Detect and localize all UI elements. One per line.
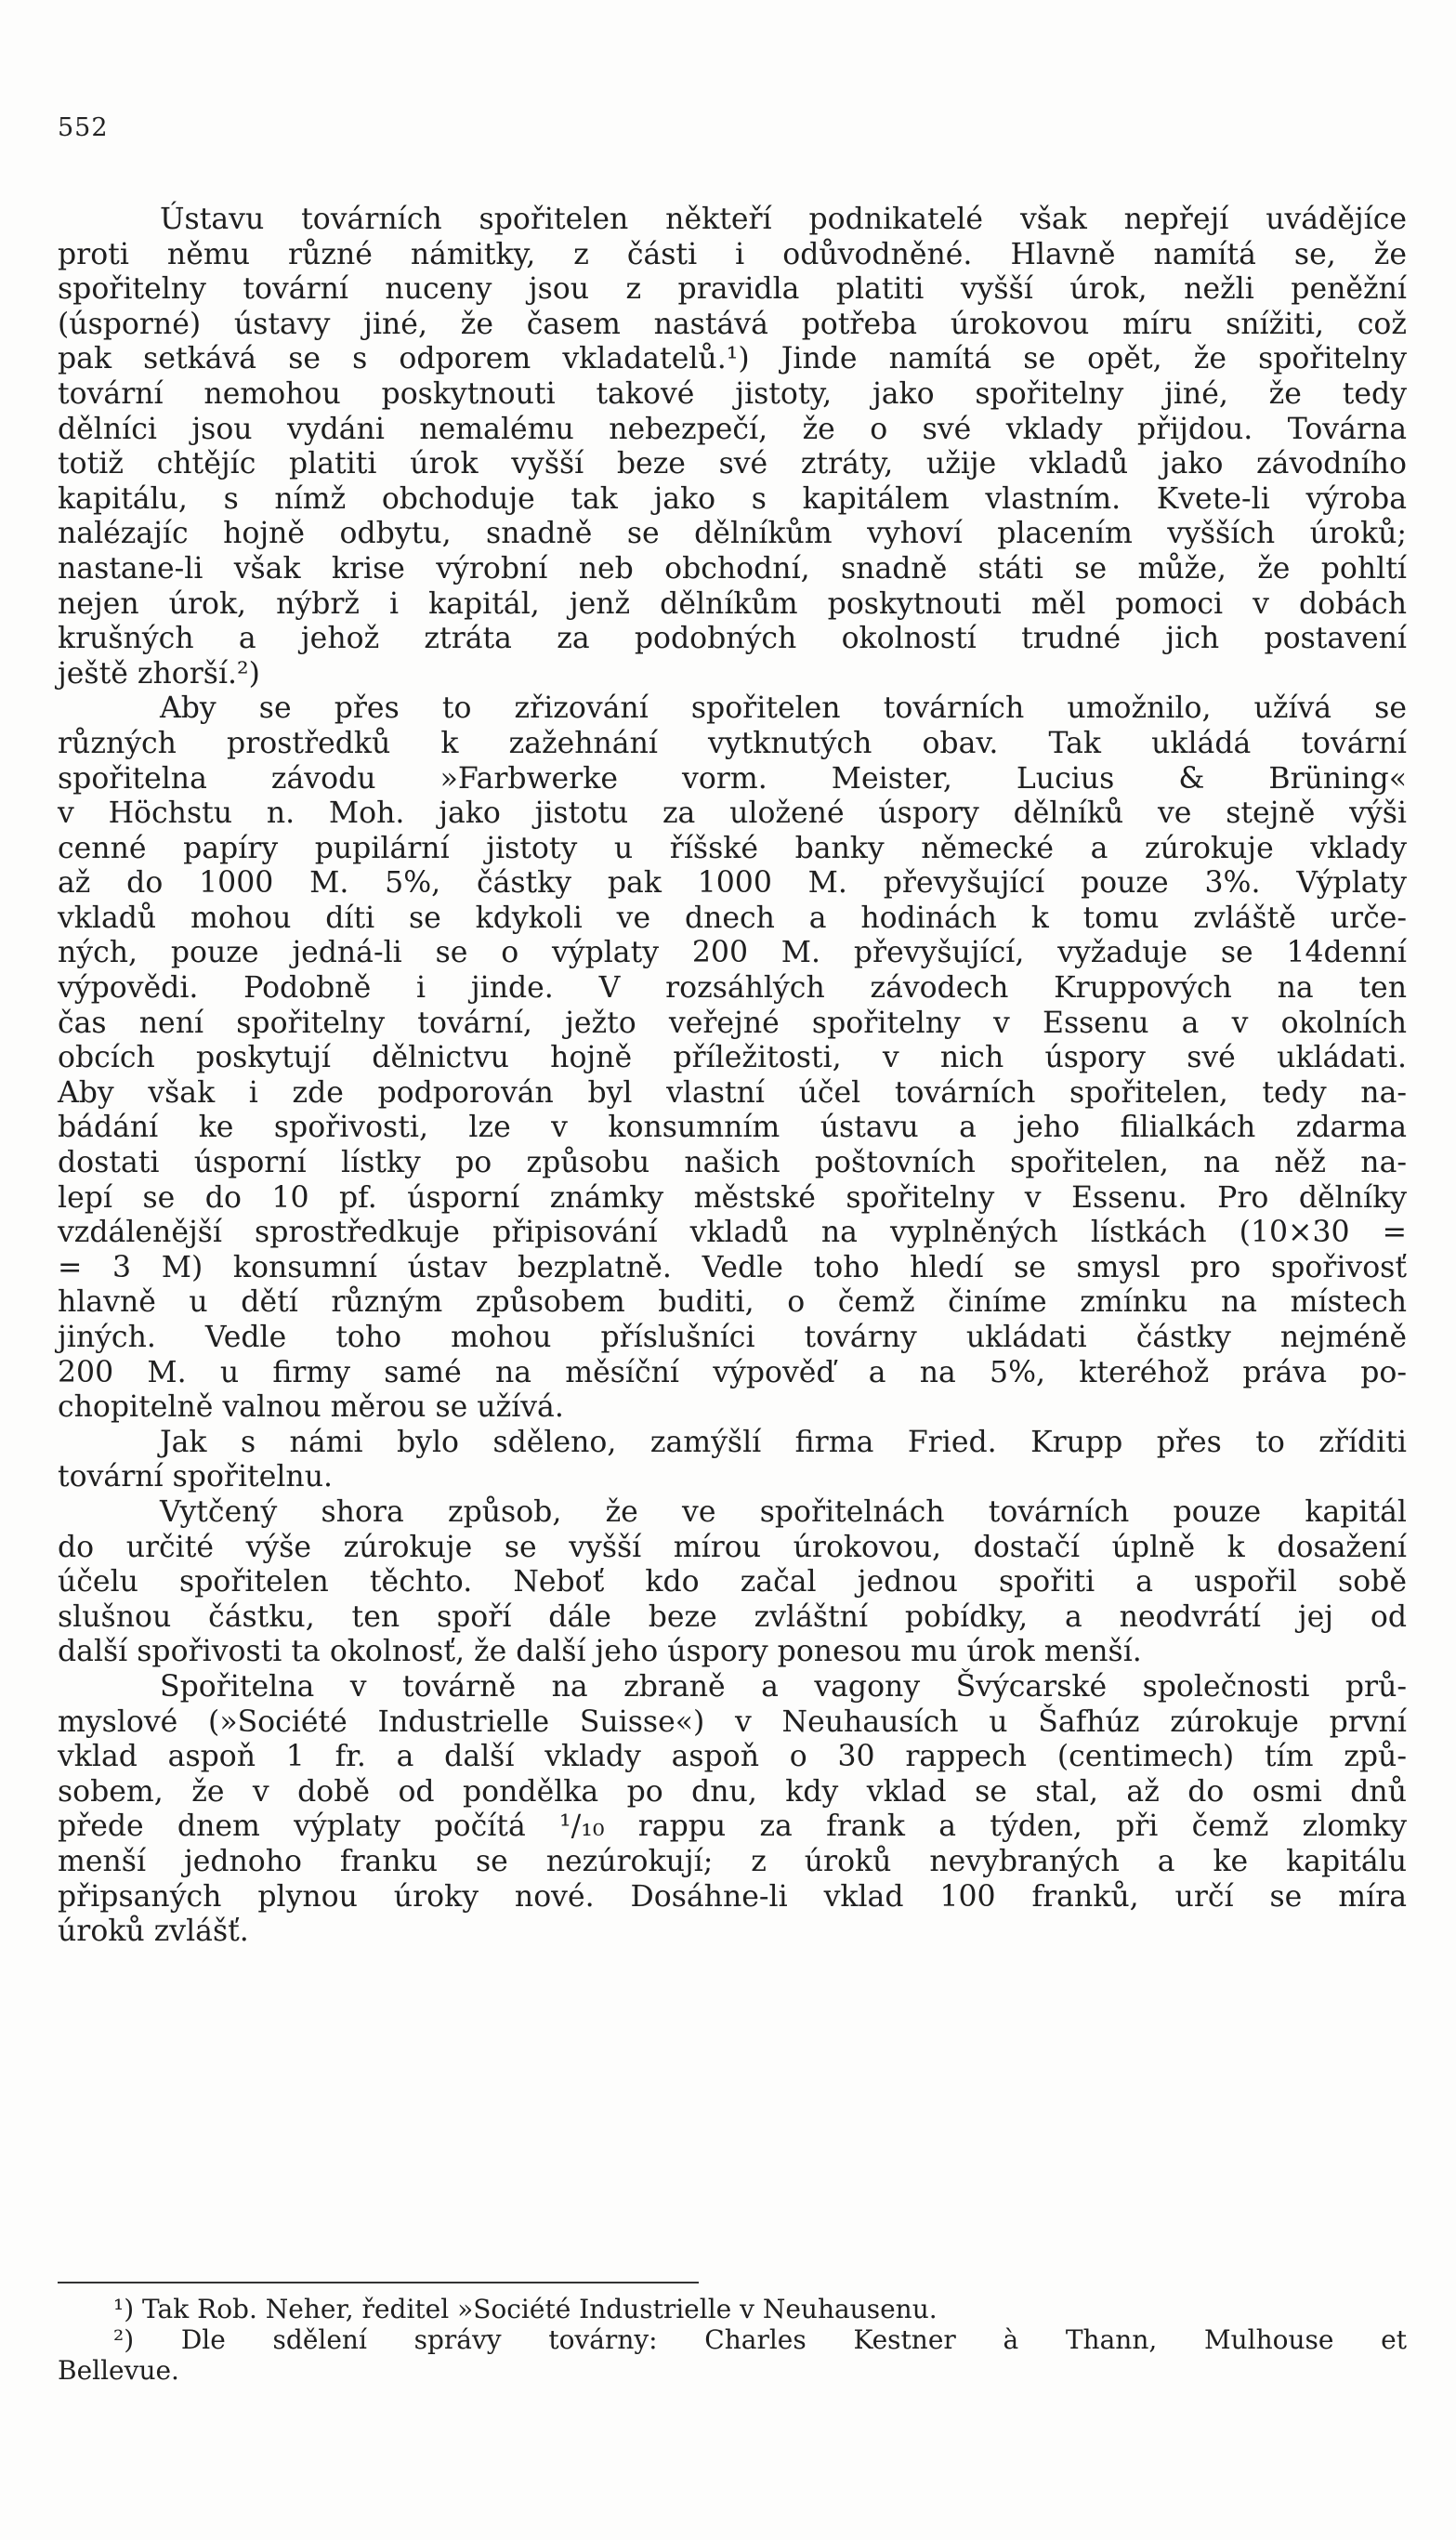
text-line: Jak s námi bylo sděleno, zamýšlí firma Fried. Krupp přes to zříditi xyxy=(160,1425,1407,1459)
text-line: Aby však i zde podporován byl vlastní účel továrních spořitelen, tedy na- xyxy=(58,1075,1407,1110)
text-line: vklad aspoň 1 fr. a další vklady aspoň o 30 rappech (centimech) tím způ- xyxy=(58,1740,1407,1774)
text-line: Vytčený shora způsob, že ve spořitelnách továrních pouze kapitál xyxy=(160,1494,1407,1529)
text-line: cenné papíry pupilární jistoty u říšské banky německé a zúrokuje vklady xyxy=(58,831,1407,865)
text-line: hlavně u dětí různým způsobem buditi, o čemž činíme zmínku na místech xyxy=(58,1285,1407,1320)
text-line: až do 1000 M. 5%, částky pak 1000 M. převyšující pouze 3%. Výplaty xyxy=(58,866,1407,901)
footnote-line: ²) Dle sdělení správy továrny: Charles Kestner à Thann, Mulhouse et xyxy=(113,2324,1407,2355)
text-line: obcích poskytují dělnictvu hojně příležitosti, v nich úspory své ukládati. xyxy=(58,1041,1407,1075)
text-line: lepí se do 10 pf. úsporní známky městské spořitelny v Essenu. Pro dělníky xyxy=(58,1180,1407,1215)
text-line: Spořitelna v továrně na zbraně a vagony Švýcarské společnosti prů- xyxy=(160,1669,1407,1704)
text-line: menší jednoho franku se nezúrokují; z úroků nevybraných a ke kapitálu xyxy=(58,1844,1407,1878)
text-line: do určité výše zúrokuje se vyšší mírou úrokovou, dostačí úplně k dosažení xyxy=(58,1530,1407,1564)
page-number: 552 xyxy=(58,113,109,142)
text-line: vzdálenější sprostředkuje připisování vkladů na vyplněných lístkách (10×30 = xyxy=(58,1216,1407,1250)
text-line: slušnou částku, ten spoří dále beze zvláštní pobídky, a neodvrátí jej od xyxy=(58,1599,1407,1634)
text-line: další spořivosti ta okolnosť, že další jeho úspory ponesou mu úrok menší. xyxy=(58,1635,1142,1669)
text-line: (úsporné) ústavy jiné, že časem nastává potřeba úrokovou míru snížiti, což xyxy=(58,307,1407,341)
text-line: chopitelně valnou měrou se užívá. xyxy=(58,1390,564,1425)
text-line: jiných. Vedle toho mohou příslušníci továrny ukládati částky nejméně xyxy=(58,1321,1407,1354)
text-line: = 3 M) konsumní ústav bezplatně. Vedle toho hledí se smysl pro spořivosť xyxy=(58,1250,1407,1284)
text-line: spořitelna závodu »Farbwerke vorm. Meister, Lucius & Brüning« xyxy=(58,761,1407,796)
footnote-separator xyxy=(58,2282,699,2283)
text-line: dělníci jsou vydáni nemalému nebezpečí, že o své vklady přijdou. Továrna xyxy=(58,412,1407,446)
text-line: připsaných plynou úroky nové. Dosáhne-li vklad 100 franků, určí se míra xyxy=(58,1879,1407,1914)
text-line: dostati úsporní lístky po způsobu našich poštovních spořitelen, na něž na- xyxy=(58,1146,1407,1180)
text-line: 200 M. u firmy samé na měsíční výpověď a na 5%, kteréhož práva po- xyxy=(58,1355,1407,1389)
text-line: různých prostředků k zažehnání vytknutých obav. Tak ukládá tovární xyxy=(58,726,1407,760)
text-line: vkladů mohou díti se kdykoli ve dnech a hodinách k tomu zvláště urče- xyxy=(58,901,1407,935)
footnotes xyxy=(58,2294,1407,2386)
text-line: tovární spořitelnu. xyxy=(58,1460,334,1494)
text-line: spořitelny tovární nuceny jsou z pravidla platiti vyšší úrok, nežli peněžní xyxy=(58,272,1407,307)
text-line: krušných a jehož ztráta za podobných okolností trudné jich postavení xyxy=(58,622,1407,656)
text-line: nastane-li však krise výrobní neb obchodní, snadně státi se může, že pohltí xyxy=(58,551,1407,586)
footnote-line: Bellevue. xyxy=(58,2355,179,2386)
text-line: nejen úrok, nýbrž i kapitál, jenž dělníkům poskytnouti měl pomoci v dobách xyxy=(58,586,1407,621)
text-line: výpovědi. Podobně i jinde. V rozsáhlých závodech Kruppových na ten xyxy=(58,971,1407,1006)
text-line: totiž chtějíc platiti úrok vyšší beze své ztráty, užije vkladů jako závodního xyxy=(58,447,1407,481)
text-line: bádání ke spořivosti, lze v konsumním ústavu a jeho filialkách zdarma xyxy=(58,1111,1407,1145)
text-line: Aby se přes to zřizování spořitelen továrních umožnilo, užívá se xyxy=(160,691,1407,726)
text-line: v Höchstu n. Moh. jako jistotu za uložené úspory dělníků ve stejně výši xyxy=(58,796,1407,831)
text-line: čas není spořitelny tovární, ježto veřejné spořitelny v Essenu a v okolních xyxy=(58,1006,1407,1040)
text-line: nalézajíc hojně odbytu, snadně se dělníkům vyhoví placením vyšších úroků; xyxy=(58,517,1407,551)
text-line: myslové (»Société Industrielle Suisse«) v Neuhausích u Šafhúz zúrokuje první xyxy=(58,1704,1407,1739)
text-line: ještě zhorší.²) xyxy=(58,656,260,691)
text-line: Ústavu továrních spořitelen někteří podnikatelé však nepřejí uvádějíce xyxy=(160,203,1407,236)
text-line: proti němu různé námitky, z části i odůvodněné. Hlavně namítá se, že xyxy=(58,237,1407,271)
footnote-line: ¹) Tak Rob. Neher, ředitel »Société Industrielle v Neuhausenu. xyxy=(113,2294,938,2324)
text-line: účelu spořitelen těchto. Neboť kdo začal jednou spořiti a uspořil sobě xyxy=(58,1565,1407,1599)
text-line: úroků zvlášť. xyxy=(58,1915,249,1949)
text-line: přede dnem výplaty počítá ¹/₁₀ rappu za frank a týden, při čemž zlomky xyxy=(58,1810,1407,1844)
text-line: sobem, že v době od pondělka po dnu, kdy vklad se stal, až do osmi dnů xyxy=(58,1774,1407,1809)
text-line: kapitálu, s nímž obchoduje tak jako s kapitálem vlastním. Kvete-li výroba xyxy=(58,481,1407,516)
body-text xyxy=(58,203,1407,1950)
text-line: pak setkává se s odporem vkladatelů.¹) Jinde namítá se opět, že spořitelny xyxy=(58,342,1407,376)
text-line: ných, pouze jedná-li se o výplaty 200 M. převyšující, vyžaduje se 14denní xyxy=(58,936,1407,970)
text-line: tovární nemohou poskytnouti takové jistoty, jako spořitelny jiné, že tedy xyxy=(58,376,1407,411)
